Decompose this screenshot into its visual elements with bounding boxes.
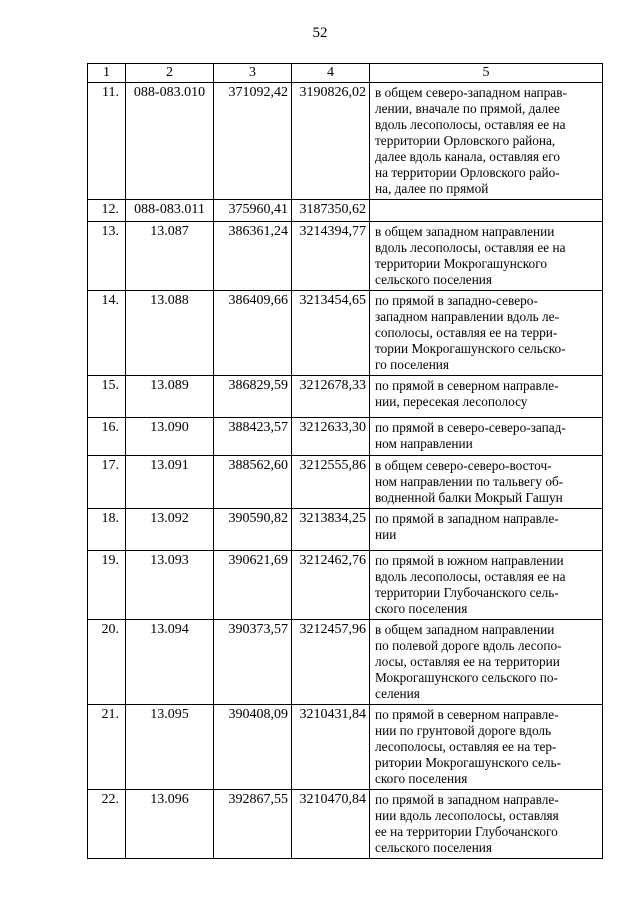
boundary-description [370, 509, 603, 551]
row-number: 18. [88, 509, 126, 551]
boundary-description [370, 200, 603, 222]
description-line: вдоль лесополосы, оставляя ее на [375, 240, 566, 255]
description-line: на территории Орловского райо- [375, 165, 560, 180]
description-line: го поселения [375, 357, 450, 372]
table-row [88, 83, 603, 200]
coordinate-y: 3212555,86 [292, 456, 370, 509]
point-code: 13.089 [126, 376, 214, 418]
row-number: 19. [88, 551, 126, 620]
coordinate-x: 388562,60 [214, 456, 292, 509]
description-line: по полевой дороге вдоль лесопо- [375, 638, 562, 653]
coordinate-x: 390373,57 [214, 620, 292, 705]
coordinate-y: 3213834,25 [292, 509, 370, 551]
column-header: 4 [292, 64, 370, 83]
point-code: 088-083.011 [126, 200, 214, 222]
point-code: 13.090 [126, 418, 214, 456]
row-number: 20. [88, 620, 126, 705]
description-line: лении, вначале по прямой, далее [375, 101, 560, 116]
description-line: ритории Мокрогашунского сель- [375, 755, 562, 770]
coordinate-x: 390408,09 [214, 705, 292, 790]
point-code: 13.095 [126, 705, 214, 790]
column-header: 5 [370, 64, 603, 83]
boundary-description [370, 83, 603, 200]
description-line: нии по грунтовой дороге вдоль [375, 723, 552, 738]
coordinate-y: 3210431,84 [292, 705, 370, 790]
coordinate-y: 3187350,62 [292, 200, 370, 222]
boundary-description [370, 222, 603, 291]
table-row [88, 418, 603, 456]
coordinate-y: 3213454,65 [292, 291, 370, 376]
row-number: 15. [88, 376, 126, 418]
point-code: 088-083.010 [126, 83, 214, 200]
description-line: нии вдоль лесополосы, оставляя [375, 808, 559, 823]
description-line: вдоль лесополосы, оставляя ее на [375, 117, 566, 132]
description-line: по прямой в южном направлении [375, 553, 564, 568]
table-row [88, 509, 603, 551]
boundary-description [370, 790, 603, 859]
coordinate-x: 388423,57 [214, 418, 292, 456]
description-line: в общем западном направлении [375, 224, 555, 239]
description-line: западном направлении вдоль ле- [375, 309, 560, 324]
coordinate-y: 3212462,76 [292, 551, 370, 620]
table-row [88, 376, 603, 418]
table-row [88, 620, 603, 705]
row-number: 17. [88, 456, 126, 509]
description-line: по прямой в западном направле- [375, 792, 559, 807]
description-line: в общем северо-западном направ- [375, 85, 567, 100]
table-row [88, 456, 603, 509]
boundary-description [370, 376, 603, 418]
point-code: 13.093 [126, 551, 214, 620]
table-header-row [88, 64, 603, 83]
description-line: по прямой в западно-северо- [375, 293, 538, 308]
row-number: 14. [88, 291, 126, 376]
table-row [88, 790, 603, 859]
table-row [88, 200, 603, 222]
description-line: ского поселения [375, 601, 468, 616]
column-header: 3 [214, 64, 292, 83]
coordinate-x: 390590,82 [214, 509, 292, 551]
description-line: тории Мокрогашунского сельско- [375, 341, 566, 356]
boundary-description [370, 291, 603, 376]
point-code: 13.092 [126, 509, 214, 551]
boundary-description [370, 551, 603, 620]
description-line: в общем северо-северо-восточ- [375, 458, 552, 473]
coordinate-x: 386829,59 [214, 376, 292, 418]
boundary-description [370, 620, 603, 705]
description-line: лосы, оставляя ее на территории [375, 654, 560, 669]
coordinate-y: 3212678,33 [292, 376, 370, 418]
boundary-description [370, 705, 603, 790]
description-line: сельского поселения [375, 272, 493, 287]
row-number: 21. [88, 705, 126, 790]
table-row [88, 222, 603, 291]
description-line: по прямой в северо-северо-запад- [375, 420, 566, 435]
point-code: 13.091 [126, 456, 214, 509]
description-line: по прямой в северном направле- [375, 378, 559, 393]
column-header: 2 [126, 64, 214, 83]
description-line: нии [375, 527, 397, 542]
description-line: ского поселения [375, 771, 468, 786]
description-line: селения [375, 686, 420, 701]
column-header: 1 [88, 64, 126, 83]
table-row [88, 551, 603, 620]
table-row [88, 291, 603, 376]
description-line: ном направлении по тальвегу об- [375, 474, 564, 489]
boundary-description [370, 418, 603, 456]
row-number: 13. [88, 222, 126, 291]
coordinate-y: 3212457,96 [292, 620, 370, 705]
description-line: Мокрогашунского сельского по- [375, 670, 558, 685]
row-number: 16. [88, 418, 126, 456]
coordinate-y: 3212633,30 [292, 418, 370, 456]
table-body [88, 64, 603, 859]
row-number: 11. [88, 83, 126, 200]
description-line: сельского поселения [375, 840, 493, 855]
coordinate-x: 371092,42 [214, 83, 292, 200]
description-line: ном направлении [375, 436, 473, 451]
point-code: 13.094 [126, 620, 214, 705]
boundary-description [370, 456, 603, 509]
coordinate-y: 3214394,77 [292, 222, 370, 291]
description-line: вдоль лесополосы, оставляя ее на [375, 569, 566, 584]
description-line: территории Мокрогашунского [375, 256, 547, 271]
boundary-table [87, 63, 603, 859]
point-code: 13.088 [126, 291, 214, 376]
description-line: водненной балки Мокрый Гашун [375, 490, 563, 505]
page-number: 52 [312, 25, 328, 41]
description-line: нии, пересекая лесополосу [375, 394, 528, 409]
description-line: территории Глубочанского сель- [375, 585, 559, 600]
coordinate-x: 375960,41 [214, 200, 292, 222]
description-line: лесополосы, оставляя ее на тер- [375, 739, 557, 754]
coordinate-y: 3210470,84 [292, 790, 370, 859]
row-number: 12. [88, 200, 126, 222]
coordinate-x: 386409,66 [214, 291, 292, 376]
description-line: ее на территории Глубочанского [375, 824, 558, 839]
table-row [88, 705, 603, 790]
point-code: 13.096 [126, 790, 214, 859]
description-line: на, далее по прямой [375, 181, 489, 196]
description-line: по прямой в западном направле- [375, 511, 559, 526]
description-line: сополосы, оставляя ее на терри- [375, 325, 558, 340]
coordinate-x: 392867,55 [214, 790, 292, 859]
description-line: по прямой в северном направле- [375, 707, 559, 722]
coordinate-x: 386361,24 [214, 222, 292, 291]
point-code: 13.087 [126, 222, 214, 291]
coordinate-x: 390621,69 [214, 551, 292, 620]
row-number: 22. [88, 790, 126, 859]
description-line: далее вдоль канала, оставляя его [375, 149, 560, 164]
description-line: территории Орловского района, [375, 133, 556, 148]
coordinate-y: 3190826,02 [292, 83, 370, 200]
description-line: в общем западном направлении [375, 622, 555, 637]
